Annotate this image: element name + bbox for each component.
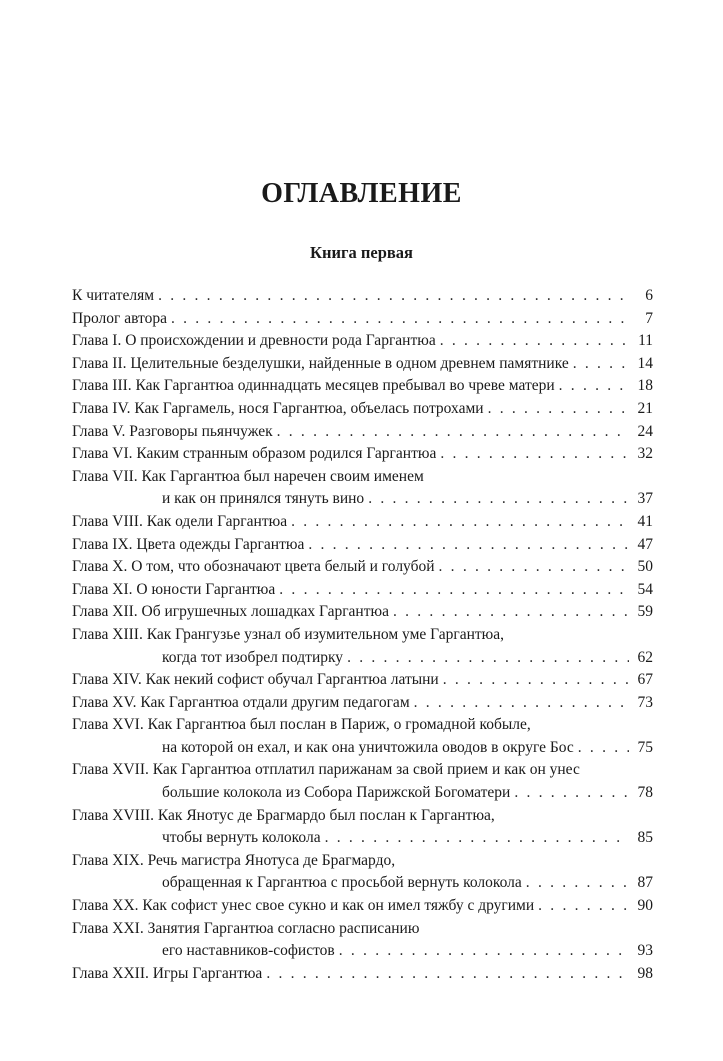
toc-page-number: 67: [637, 671, 653, 689]
toc-entry-title: Глава XIV. Как некий софист обучал Гаргантюа латыни: [72, 671, 439, 689]
toc-page-number: 98: [637, 964, 653, 982]
toc-entry: [72, 624, 653, 647]
dot-leader: [325, 827, 629, 850]
toc-entry: [72, 353, 653, 376]
toc-page-number: 7: [645, 309, 653, 327]
toc-entry: [72, 285, 653, 308]
toc-entry: [72, 714, 653, 737]
toc-entry: [72, 850, 653, 873]
toc-list: [72, 285, 653, 985]
dot-leader: [158, 285, 629, 308]
dot-leader: [578, 737, 629, 760]
dot-leader: [393, 601, 629, 624]
toc-entry: [72, 488, 653, 511]
toc-page-number: 37: [637, 490, 653, 508]
toc-entry-title: когда тот изобрел подтирку: [162, 648, 344, 666]
dot-leader: [339, 940, 629, 963]
toc-entry-title: Глава V. Разговоры пьянчужек: [72, 422, 273, 440]
dot-leader: [538, 895, 629, 918]
toc-entry-title: Глава X. О том, что обозначают цвета белый и голубой: [72, 558, 435, 576]
toc-entry-title: Глава II. Целительные безделушки, найденные в одном древнем памятнике: [72, 354, 569, 372]
toc-entry: [72, 443, 653, 466]
toc-entry: [72, 511, 653, 534]
toc-page-number: 50: [637, 558, 653, 576]
dot-leader: [414, 692, 629, 715]
dot-leader: [440, 330, 629, 353]
dot-leader: [559, 375, 629, 398]
toc-page-number: 21: [637, 399, 653, 417]
toc-entry-title: на которой он ехал, и как она уничтожила оводов в округе Бос: [162, 738, 574, 756]
toc-page-number: 6: [645, 287, 653, 304]
toc-entry-title: Глава III. Как Гаргантюа одиннадцать месяцев пребывал во чреве матери: [72, 377, 555, 395]
toc-entry: [72, 737, 653, 760]
dot-leader: [439, 556, 629, 579]
dot-leader: [291, 511, 629, 534]
toc-page-number: 85: [637, 829, 653, 847]
dot-leader: [368, 488, 629, 511]
book-title: Книга первая: [310, 243, 413, 262]
toc-page-number: 90: [637, 897, 653, 915]
dot-leader: [347, 647, 629, 670]
toc-entry: [72, 398, 653, 421]
toc-entry: [72, 963, 653, 986]
toc-entry-title: Глава XII. Об игрушечных лошадках Гаргантюа: [72, 603, 389, 621]
toc-page-number: 54: [637, 580, 653, 598]
toc-entry-title: Глава VIII. Как одели Гаргантюа: [72, 512, 288, 530]
toc-page-number: 41: [637, 512, 653, 530]
toc-entry: [72, 940, 653, 963]
toc-entry: [72, 534, 653, 557]
toc-entry: [72, 895, 653, 918]
toc-entry-title: Глава XVI. Как Гаргантюа был послан в Париж, о громадной кобыле,: [72, 716, 531, 734]
toc-entry-title: большие колокола из Собора Парижской Богоматери: [162, 784, 511, 802]
toc-page-number: 75: [637, 738, 653, 756]
toc-entry: [72, 872, 653, 895]
dot-leader: [171, 308, 629, 331]
toc-page-number: 32: [637, 445, 653, 463]
toc-page-number: 93: [637, 942, 653, 960]
toc-entry-title: обращенная к Гаргантюа с просьбой вернуть колокола: [162, 874, 522, 892]
toc-entry: [72, 330, 653, 353]
toc-entry-title: Глава VII. Как Гаргантюа был наречен своим именем: [72, 467, 424, 485]
toc-page-number: 47: [637, 535, 653, 553]
toc-entry-title: Глава I. О происхождении и древности рода Гаргантюа: [72, 332, 436, 350]
toc-entry-title: Глава XX. Как софист унес свое сукно и как он имел тяжбу с другими: [72, 897, 535, 915]
dot-leader: [443, 669, 629, 692]
toc-entry: [72, 421, 653, 444]
toc-entry-title: Глава IX. Цвета одежды Гаргантюа: [72, 535, 305, 553]
toc-entry-title: Глава XI. О юности Гаргантюа: [72, 580, 276, 598]
toc-page-number: 24: [637, 422, 653, 440]
toc-entry-title: К читателям: [72, 287, 155, 304]
toc-entry: [72, 918, 653, 941]
toc-entry-title: Глава XV. Как Гаргантюа отдали другим педагогам: [72, 693, 410, 711]
toc-page-number: 78: [637, 784, 653, 802]
toc-entry-title: чтобы вернуть колокола: [162, 829, 321, 847]
toc-entry: [72, 375, 653, 398]
dot-leader: [440, 443, 629, 466]
toc-entry: [72, 669, 653, 692]
toc-entry-title: Пролог автора: [72, 309, 167, 327]
toc-entry: [72, 601, 653, 624]
dot-leader: [266, 963, 629, 986]
toc-page-number: 14: [637, 354, 653, 372]
toc-entry: [72, 579, 653, 602]
toc-entry: [72, 692, 653, 715]
toc-page-number: 87: [637, 874, 653, 892]
toc-entry-title: и как он принялся тянуть вино: [162, 490, 365, 508]
toc-entry: [72, 782, 653, 805]
toc-entry: [72, 759, 653, 782]
dot-leader: [488, 398, 629, 421]
toc-page-number: 59: [637, 603, 653, 621]
toc-page-number: 11: [638, 332, 653, 350]
dot-leader: [573, 353, 629, 376]
toc-entry-title: Глава XVII. Как Гаргантюа отплатил парижанам за свой прием и как он унес: [72, 761, 580, 779]
toc-entry-title: Глава VI. Каким странным образом родился Гаргантюа: [72, 445, 437, 463]
toc-entry-title: Глава XVIII. Как Янотус де Брагмардо был послан к Гаргантюа,: [72, 806, 495, 824]
toc-entry: [72, 805, 653, 828]
dot-leader: [308, 534, 629, 557]
toc-entry-title: Глава XIX. Речь магистра Янотуса де Брагмардо,: [72, 851, 396, 869]
toc-entry-title: Глава IV. Как Гаргамель, нося Гаргантюа, объелась потрохами: [72, 399, 484, 417]
dot-leader: [279, 579, 629, 602]
toc-title: ОГЛАВЛЕНИЕ: [261, 178, 462, 209]
dot-leader: [526, 872, 629, 895]
toc-page-number: 62: [637, 648, 653, 666]
toc-page-number: 73: [637, 693, 653, 711]
dot-leader: [514, 782, 629, 805]
dot-leader: [277, 421, 629, 444]
toc-entry: [72, 556, 653, 579]
toc-entry: [72, 827, 653, 850]
toc-entry-title: Глава XXI. Занятия Гаргантюа согласно расписанию: [72, 919, 420, 937]
toc-entry-title: Глава XIII. Как Грангузье узнал об изумительном уме Гаргантюа,: [72, 625, 504, 643]
toc-entry-title: Глава XXII. Игры Гаргантюа: [72, 964, 263, 982]
toc-entry: [72, 647, 653, 670]
toc-entry-title: его наставников-софистов: [162, 942, 335, 960]
toc-page-number: 18: [637, 377, 653, 395]
toc-entry: [72, 466, 653, 489]
toc-entry: [72, 308, 653, 331]
